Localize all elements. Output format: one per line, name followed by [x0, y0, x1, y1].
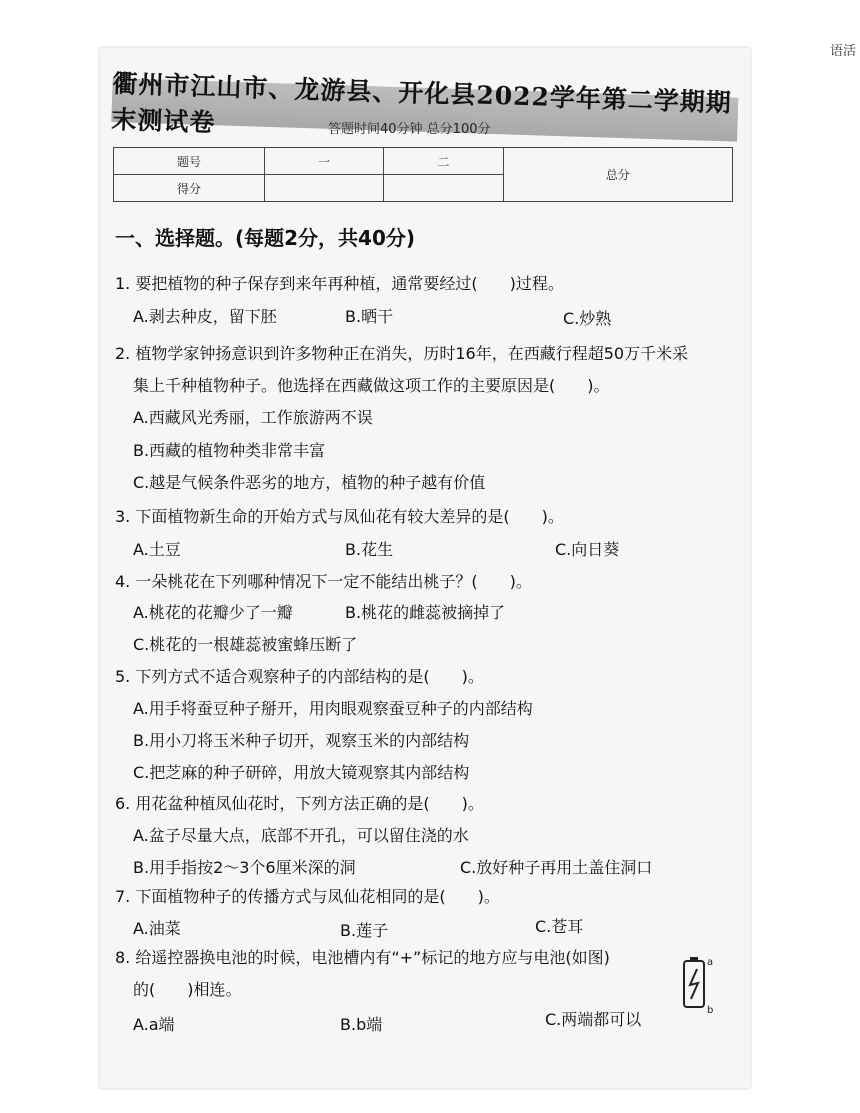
- question-stem: 6. 用花盆种植凤仙花时，下列方法正确的是( )。: [115, 794, 484, 813]
- exam-subtitle: 答题时间40分钟 总分100分: [328, 122, 491, 137]
- score-header-label: 题号: [114, 148, 265, 175]
- option-a: A.西藏风光秀丽，工作旅游两不误: [133, 408, 373, 427]
- battery-icon: [680, 955, 716, 1015]
- option-b: B.用手指按2～3个6厘米深的洞: [133, 858, 356, 877]
- battery-label-b: b: [707, 1005, 714, 1015]
- section-heading: 一、选择题。(每题2分，共40分): [115, 226, 416, 250]
- option-a: A.a端: [133, 1015, 175, 1034]
- option-b: B.花生: [345, 540, 394, 559]
- exam-title: 衢州市江山市、龙游县、开化县2022学年第二学期期末测试卷: [110, 69, 733, 138]
- option-b: B.西藏的植物种类非常丰富: [133, 441, 326, 460]
- score-cell-part2: [384, 175, 503, 202]
- option-c: C.桃花的一根雄蕊被蜜蜂压断了: [133, 635, 358, 654]
- question-stem-continued: 的( )相连。: [133, 980, 242, 999]
- option-c: C.苍耳: [535, 917, 584, 936]
- exam-paper: [100, 48, 750, 1088]
- option-a: A.剥去种皮，留下胚: [133, 307, 277, 326]
- score-row-label: 得分: [114, 175, 265, 202]
- option-a: A.桃花的花瓣少了一瓣: [133, 603, 293, 622]
- question-stem: 1. 要把植物的种子保存到来年再种植，通常要经过( )过程。: [115, 274, 564, 293]
- option-c: C.把芝麻的种子研碎，用放大镜观察其内部结构: [133, 763, 470, 782]
- question-stem: 3. 下面植物新生命的开始方式与凤仙花有较大差异的是( )。: [115, 507, 564, 526]
- score-cell-part1: [265, 175, 384, 202]
- question-stem-continued: 集上千种植物种子。他选择在西藏做这项工作的主要原因是( )。: [133, 376, 610, 395]
- option-a: A.用手将蚕豆种子掰开，用肉眼观察蚕豆种子的内部结构: [133, 699, 533, 718]
- battery-label-a: a: [707, 957, 714, 968]
- option-b: B.莲子: [340, 921, 389, 940]
- option-b: B.用小刀将玉米种子切开，观察玉米的内部结构: [133, 731, 470, 750]
- option-b: B.b端: [340, 1015, 383, 1034]
- option-a: A.油菜: [133, 919, 181, 938]
- option-b: B.晒干: [345, 307, 394, 326]
- score-table: [113, 147, 733, 202]
- option-c: C.向日葵: [555, 540, 620, 559]
- option-b: B.桃花的雌蕊被摘掉了: [345, 603, 506, 622]
- option-c: C.炒熟: [563, 309, 612, 328]
- question-stem: 2. 植物学家钟扬意识到许多物种正在消失，历时16年，在西藏行程超50万千米采: [115, 344, 689, 363]
- question-stem: 7. 下面植物种子的传播方式与凤仙花相同的是( )。: [115, 887, 500, 906]
- score-header-part1: 一: [265, 148, 384, 175]
- option-c: C.越是气候条件恶劣的地方，植物的种子越有价值: [133, 473, 486, 492]
- corner-text: 语活: [829, 44, 856, 59]
- option-a: A.盆子尽量大点，底部不开孔，可以留住浇的水: [133, 826, 469, 845]
- option-c: C.两端都可以: [545, 1010, 642, 1029]
- question-stem: 4. 一朵桃花在下列哪种情况下一定不能结出桃子？( )。: [115, 572, 532, 591]
- question-stem: 8. 给遥控器换电池的时候，电池槽内有“+”标记的地方应与电池(如图): [115, 948, 610, 967]
- question-stem: 5. 下列方式不适合观察种子的内部结构的是( )。: [115, 667, 484, 686]
- option-a: A.土豆: [133, 540, 181, 559]
- score-header-total: 总分: [503, 148, 732, 202]
- score-header-part2: 二: [384, 148, 503, 175]
- option-c: C.放好种子再用土盖住洞口: [460, 858, 653, 877]
